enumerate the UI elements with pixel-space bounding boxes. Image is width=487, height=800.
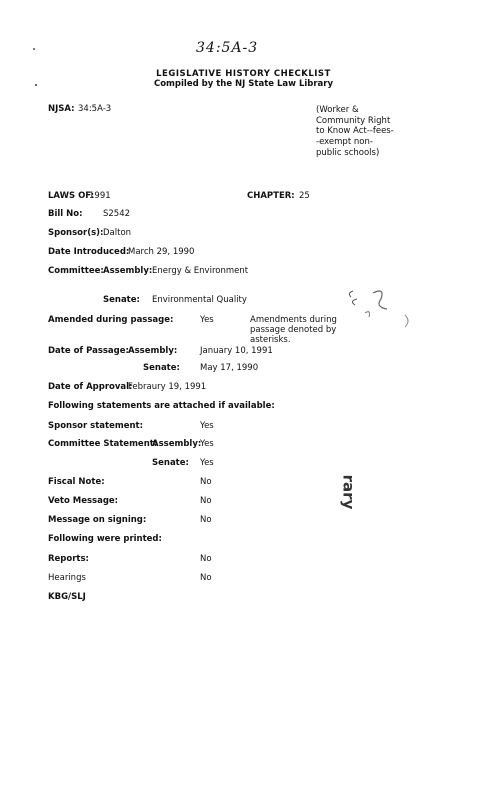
page-subtitle: Compiled by the NJ State Law Library bbox=[153, 79, 334, 89]
message-signing-value: No bbox=[200, 515, 212, 525]
passage-assembly-value: January 10, 1991 bbox=[200, 346, 273, 356]
message-signing-label: Message on signing: bbox=[48, 515, 147, 525]
act-note: (Worker & Community Right to Know Act--fees--exempt non-public schools) bbox=[316, 105, 394, 158]
sponsor-statement-value: Yes bbox=[200, 421, 214, 431]
committee-statement-senate-label: Senate: bbox=[152, 458, 189, 468]
committee-assembly-value: Energy & Environment bbox=[152, 266, 249, 276]
speck bbox=[35, 84, 37, 86]
veto-message-label: Veto Message: bbox=[48, 496, 119, 506]
handwritten-number: 34:5A-3 bbox=[196, 40, 259, 56]
njsa-value: 34:5A-3 bbox=[78, 104, 112, 114]
hearings-value: No bbox=[200, 573, 212, 583]
committee-label: Committee: bbox=[48, 266, 104, 276]
bill-no-value: S2542 bbox=[103, 209, 131, 219]
hearings-label: Hearings bbox=[48, 573, 86, 583]
chapter-value: 25 bbox=[299, 191, 310, 201]
passage-senate-label: Senate: bbox=[143, 363, 180, 373]
committee-statement-assembly-label: Assembly: bbox=[152, 439, 202, 449]
committee-senate-value: Environmental Quality bbox=[152, 295, 247, 305]
speck bbox=[33, 48, 35, 50]
library-stamp-text: rary bbox=[339, 474, 358, 510]
sponsor-statement-label: Sponsor statement: bbox=[48, 421, 143, 431]
library-stamp bbox=[339, 465, 371, 515]
passage-senate-value: May 17, 1990 bbox=[200, 363, 259, 373]
initials: KBG/SLJ bbox=[48, 592, 86, 602]
bill-no-label: Bill No: bbox=[48, 209, 83, 219]
committee-statement-senate-value: Yes bbox=[200, 458, 214, 468]
committee-statement-label: Committee Statement: bbox=[48, 439, 158, 449]
amended-label: Amended during passage: bbox=[48, 315, 174, 325]
sponsor-value: Dalton bbox=[103, 228, 132, 238]
reports-value: No bbox=[200, 554, 212, 564]
amended-value: Yes bbox=[200, 315, 214, 325]
date-of-passage-label: Date of Passage: bbox=[48, 346, 129, 356]
reports-label: Reports: bbox=[48, 554, 89, 564]
committee-assembly-label: Assembly: bbox=[103, 266, 153, 276]
laws-of-value: 1991 bbox=[89, 191, 111, 201]
njsa-label: NJSA: bbox=[48, 104, 75, 114]
chapter-label: CHAPTER: bbox=[247, 191, 295, 201]
sponsor-label: Sponsor(s): bbox=[48, 228, 104, 238]
date-of-approval-label: Date of Approval: bbox=[48, 382, 133, 392]
amended-note: Amendments during passage denoted by asterisks. bbox=[250, 315, 337, 345]
fiscal-note-value: No bbox=[200, 477, 212, 487]
fiscal-note-label: Fiscal Note: bbox=[48, 477, 105, 487]
committee-senate-label: Senate: bbox=[103, 295, 140, 305]
passage-assembly-label: Assembly: bbox=[128, 346, 178, 356]
date-of-approval-value: Febraury 19, 1991 bbox=[128, 382, 207, 392]
page-title: LEGISLATIVE HISTORY CHECKLIST bbox=[156, 69, 331, 79]
date-introduced-value: March 29, 1990 bbox=[128, 247, 195, 257]
statements-heading: Following statements are attached if available: bbox=[48, 401, 275, 411]
committee-statement-assembly-value: Yes bbox=[200, 439, 214, 449]
veto-message-value: No bbox=[200, 496, 212, 506]
date-introduced-label: Date Introduced: bbox=[48, 247, 130, 257]
printed-heading: Following were printed: bbox=[48, 534, 162, 544]
laws-of-label: LAWS OF: bbox=[48, 191, 95, 201]
library-stamp-marks bbox=[345, 285, 415, 338]
